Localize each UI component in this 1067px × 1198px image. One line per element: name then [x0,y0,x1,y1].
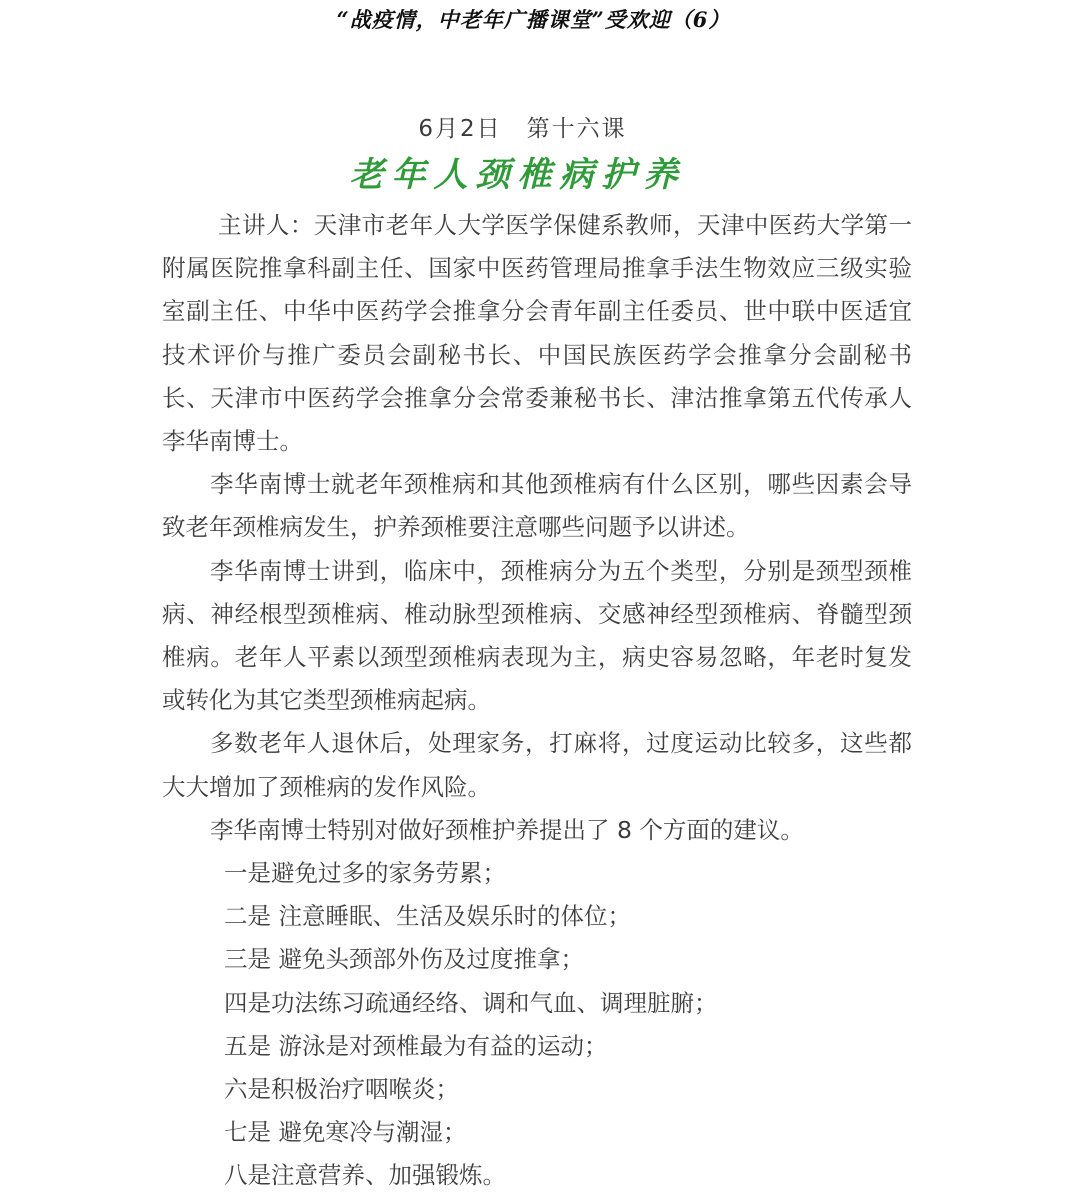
lesson-title: 老年人颈椎病护养 [349,155,686,195]
suggestion-item: 四是功法练习疏通经络、调和气血、调理脏腑； [224,988,718,1017]
suggestion-item: 三是 避免头颈部外伤及过度推拿； [224,945,584,974]
article-paragraph: 李华南博士特别对做好颈椎护养提出了 8 个方面的建议。 [210,815,804,844]
article-body [162,204,912,1198]
article-paragraph: 多数老年人退休后，处理家务，打麻将，过度运动比较多，这些都大大增加了颈椎病的发作风险。 [162,729,912,801]
speaker-intro-paragraph: 主讲人：天津市老年人大学医学保健系教师，天津中医药大学第一附属医院推拿科副主任、国家中医药管理局推拿手法生物效应三级实验室副主任、中华中医药学会推拿分会青年副主任委员、世中联中医适宜技术评价与推广委员会副秘书长、中国民族医药学会推拿分会副秘书长、天津市中医药学会推拿分会常委兼秘书长、津沽推拿第五代传承人李华南博士。 [162,211,912,456]
article-paragraph: 李华南博士讲到，临床中，颈椎病分为五个类型，分别是颈型颈椎病、神经根型颈椎病、椎动脉型颈椎病、交感神经型颈椎病、脊髓型颈椎病。老年人平素以颈型颈椎病表现为主，病史容易忽略，年老时复发或转化为其它类型颈椎病起病。 [162,556,912,715]
suggestion-item: 二是 注意睡眠、生活及娱乐时的体位； [224,902,631,931]
suggestion-item: 一是避免过多的家务劳累； [224,859,506,888]
suggestion-item: 八是注意营养、加强锻炼。 [224,1161,506,1190]
page-header-title: “战疫情，中老年广播课堂”受欢迎（6） [336,7,731,32]
suggestion-item: 五是 游泳是对颈椎最为有益的运动； [224,1031,608,1060]
lesson-date-line: 6月2日 第十六课 [418,116,627,142]
suggestion-item: 七是 避免寒冷与潮湿； [224,1118,467,1147]
suggestion-item: 六是积极治疗咽喉炎； [224,1075,459,1104]
article-paragraph: 李华南博士就老年颈椎病和其他颈椎病有什么区别，哪些因素会导致老年颈椎病发生，护养颈椎要注意哪些问题予以讲述。 [162,470,912,542]
suggestion-list [162,852,912,1198]
